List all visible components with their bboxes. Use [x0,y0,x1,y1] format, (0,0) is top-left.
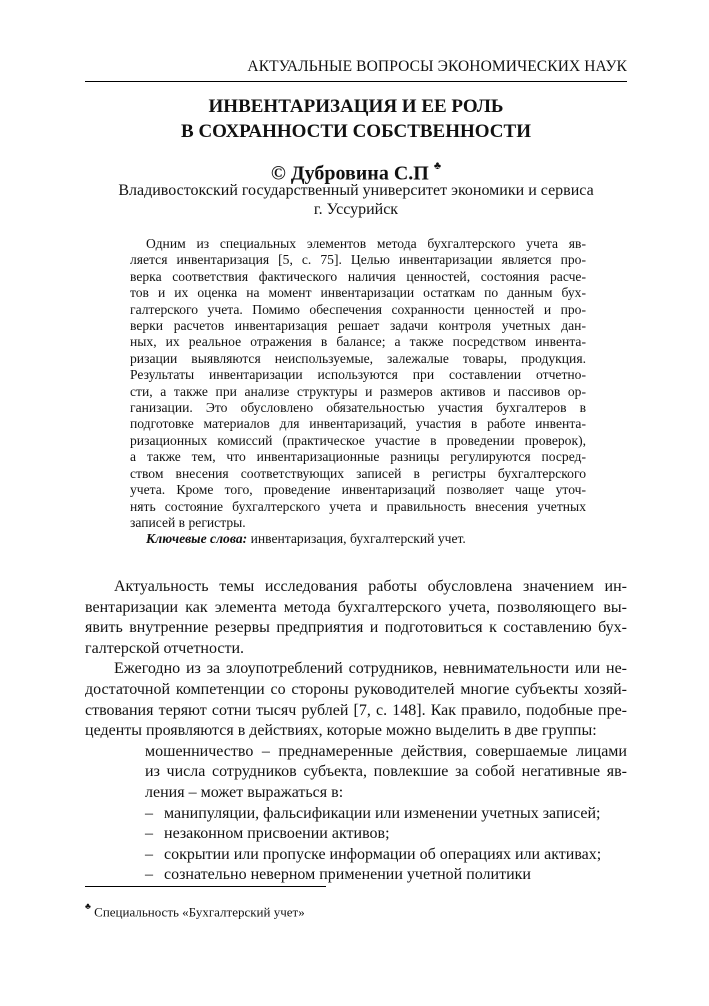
list-dash: – [145,845,153,863]
abstract-line: тов и их оценка на момент инвентаризации остаткам по данным бух- [130,285,586,301]
indented-line: из числа сотрудников субъекта, повлекшие за собой негативные яв- [145,763,627,781]
article-title [85,94,627,144]
list-item-text: незаконном присвоении активов; [164,825,390,843]
list-dash: – [145,804,153,822]
running-header: АКТУАЛЬНЫЕ ВОПРОСЫ ЭКОНОМИЧЕСКИХ НАУК [247,58,627,75]
paragraph-line: достаточной компетенции со стороны руководителей многие субъекты хозяй- [85,680,627,698]
abstract-line: ризации выявляются неиспользуемые, залежалые товары, продукция. [130,350,586,366]
affiliation-line: г. Уссурийск [313,201,399,218]
title-line: ИНВЕНТАРИЗАЦИЯ И ЕЕ РОЛЬ [208,96,504,117]
list-item [85,804,627,825]
list-item-text: сокрытии или пропуске информации об операциях или активах; [164,845,602,863]
abstract-line: сти, а также при анализе структуры и размеров активов и пассивов ор- [130,383,586,399]
abstract-line: верки расчетов инвентаризация решает задачи контроля учетных дан- [130,318,586,334]
paragraph-line: явить внутренние резервы предприятия и подготовиться к составлению бух- [85,619,627,637]
footnote-mark: ♣ [85,901,91,911]
list-dash: – [145,866,153,884]
indented-line: мошенничество – преднамеренные действия, совершаемые лицами [145,742,627,760]
list-item-text: сознательно неверном применении учетной политики [164,866,531,884]
footnote-mark: ♣ [433,160,442,172]
list-item [85,865,627,886]
list-dash: – [145,825,153,843]
list-item [85,845,627,866]
abstract-line: верка соответствия фактического наличия ценностей, состояния расче- [130,268,586,284]
abstract-line: Результаты инвентаризации используются при составлении отчетно- [130,367,586,383]
paragraph-line: галтерской отчетности. [85,639,245,657]
abstract-line: учета. Кроме того, проведение инвентаризаций позволяет чаще уточ- [130,482,586,498]
author-name: © Дубровина С.П [270,162,429,185]
header-rule [85,81,627,82]
abstract-line: галтерского учета. Помимо обеспечения сохранности ценностей и про- [130,301,586,317]
affiliation-line: Владивостокский государственный университет экономики и сервиса [118,182,594,199]
abstract-line: а также тем, что инвентаризационные разницы регулируются посред- [130,449,586,465]
abstract [130,236,586,548]
paragraph-line: вентаризации как элемента метода бухгалтерского учета, позволяющего вы- [85,598,627,616]
abstract-line: нять состояние бухгалтерского учета и правильность внесения учетных [130,498,586,514]
abstract-line: ризационных комиссий (практическое участие в проведении проверок), [130,432,586,448]
abstract-line: записей в регистры. [130,514,246,530]
keywords-label: Ключевые слова: [146,531,248,547]
abstract-line: ганизации. Это обусловлено обязательностью участия бухгалтеров в [130,400,586,416]
affiliation [85,181,627,219]
footnote-text: Специальность «Бухгалтерский учет» [90,904,305,920]
footnote [85,900,305,920]
abstract-line: ляется инвентаризация [5, с. 75]. Целью инвентаризации является про- [130,252,586,268]
body-text [85,577,627,886]
list-item [85,824,627,845]
paragraph-line: ствования теряют сотни тысяч рублей [7, с. 148]. Как правило, подобные пре- [85,701,627,719]
abstract-line: подготовке материалов для инвентаризаций, участия в работе инвента- [130,416,586,432]
abstract-line: Одним из специальных элементов метода бухгалтерского учета яв- [146,236,586,251]
paragraph-line: Актуальность темы исследования работы обусловлена значением ин- [114,578,627,595]
list-item-text: манипуляции, фальсификации или изменении учетных записей; [164,804,601,822]
abstract-line: ных, их реальное отражения в балансе; а также посредством инвента- [130,334,586,350]
footnote-rule [85,886,326,887]
keywords-text: инвентаризация, бухгалтерский учет. [247,531,466,547]
keywords [130,531,586,547]
paragraph-line: Ежегодно из за злоупотреблений сотрудников, невнимательности или не- [114,660,627,678]
indented-line: ления – может выражаться в: [145,783,344,801]
paragraph-line: цеденты проявляются в действиях, которые можно выделить в две группы: [85,722,597,740]
abstract-line: ством внесения соответствующих записей в регистры бухгалтерского [130,465,586,481]
title-line: В СОХРАННОСТИ СОБСТВЕННОСТИ [181,121,531,142]
